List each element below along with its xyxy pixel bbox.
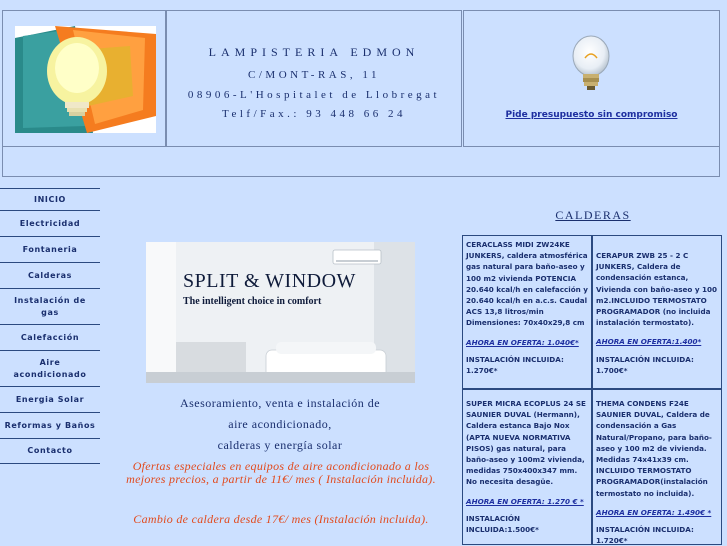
quote-request-link[interactable]: Pide presupuesto sin compromiso (505, 110, 678, 120)
description-line-2: aire acondicionado, (228, 417, 332, 431)
product-card-ceraclass (462, 235, 592, 389)
services-description (114, 393, 446, 456)
lightbulb-icon (567, 34, 615, 94)
product-description: THEMA CONDENS F24E SAUNIER DUVAL, Caldera de condensación a Gas Natural/Propano, para baño-aseo y 100 m2 de vivienda. Medidas 74x41x39 cm. INCLUIDO TERMOSTATO PROGRAMADOR(instalación termostato no incluida). (596, 399, 712, 498)
product-install-price: INSTALACIÓN INCLUIDA:1.500€* (466, 513, 539, 535)
nav-item-calderas[interactable]: Calderas (0, 262, 100, 288)
promo-tagline: The intelligent choice in comfort (183, 296, 322, 307)
description-line-3: calderas y energía solar (217, 438, 343, 452)
product-offer-link[interactable]: AHORA EN OFERTA: 1.040€* (466, 337, 579, 347)
address-cell (166, 10, 462, 147)
nav-item-calefaccion[interactable]: Calefacción (0, 324, 100, 350)
air-conditioner-promo-image (146, 242, 415, 383)
quote-cell (463, 10, 720, 147)
city-address: 08906-L'Hospitalet de Llobregat (187, 89, 441, 101)
product-offer-link[interactable]: AHORA EN OFERTA:1.400* (596, 337, 702, 347)
nav-item-reformas[interactable]: Reformas y Baños (0, 412, 100, 438)
street-address: C/MONT-RAS, 11 (248, 69, 380, 81)
nav-item-contacto[interactable]: Contacto (0, 438, 100, 464)
logo-image (15, 26, 156, 133)
company-name: LAMPISTERIA EDMON (208, 45, 420, 59)
product-offer-link[interactable]: AHORA EN OFERTA: 1.270 € * (466, 496, 584, 506)
nav-item-fontaneria[interactable]: Fontaneria (0, 236, 100, 262)
header (0, 10, 727, 147)
nav-item-energia-solar[interactable]: Energia Solar (0, 386, 100, 412)
product-description: CERACLASS MIDI ZW24KE JUNKERS, caldera atmosférica gas natural para baño-aseo y 100 m2 vivienda POTENCIA 20.640 kcal/h en calefacción y 20.640 kcal/h en a.c.s. Caudal ACS 13,8 litros/min Dimensiones: 70x40x29,8 cm (466, 240, 588, 328)
product-install-price: INSTALACIÓN INCLUIDA: 1.270€* (466, 354, 564, 376)
nav-item-electricidad[interactable]: Electricidad (0, 210, 100, 236)
nav-item-aire-acondicionado[interactable]: Aire acondicionado (0, 350, 100, 386)
product-install-price: INSTALACIÓN INCLUIDA: 1.720€* (596, 525, 694, 546)
promo-headline: SPLIT & WINDOW (183, 270, 356, 292)
header-separator (2, 147, 720, 177)
boiler-offer-text: Cambio de caldera desde 17€/ mes (Instalación incluida). (133, 512, 429, 526)
ac-offer-text: Ofertas especiales en equipos de aire acondicionado a los mejores precios, a partir de 11€/ mes ( Instalación incluida). (126, 459, 436, 486)
description-line-1: Asesoramiento, venta e instalación de (179, 396, 381, 410)
logo-cell (2, 10, 166, 147)
phone-number: Telf/Fax.: 93 448 66 24 (222, 108, 406, 120)
product-card-cerapur (592, 235, 722, 389)
product-install-price: INSTALACIÓN INCLUIDA: 1.700€* (596, 354, 694, 375)
product-description: SUPER MICRA ECOPLUS 24 SE SAUNIER DUVAL (Hermann), Caldera estanca Bajo Nox (APTA NUEVA NORMATIVA PISOS) gas natural, para baño-aseo y 100m2 vivienda, medidas 750x400x347 mm. No necesita desagüe. (466, 399, 586, 487)
calderas-title[interactable]: CALDERAS (555, 208, 631, 222)
sidebar-nav (0, 188, 100, 464)
product-card-super-micra (462, 389, 592, 545)
nav-item-inicio[interactable]: INICIO (0, 188, 100, 210)
product-card-thema-condens (592, 389, 722, 545)
nav-item-instalacion-gas[interactable]: Instalación de gas (0, 288, 100, 324)
product-description: CERAPUR ZWB 25 - 2 C JUNKERS, Caldera de condensación estanca, Vivienda con baño-aseo y 100 m2.INCLUIDO TERMOSTATO PROGRAMADOR (no incluida instalación termostato). (596, 251, 718, 328)
product-offer-link[interactable]: AHORA EN OFERTA: 1.490€ * (596, 507, 712, 517)
